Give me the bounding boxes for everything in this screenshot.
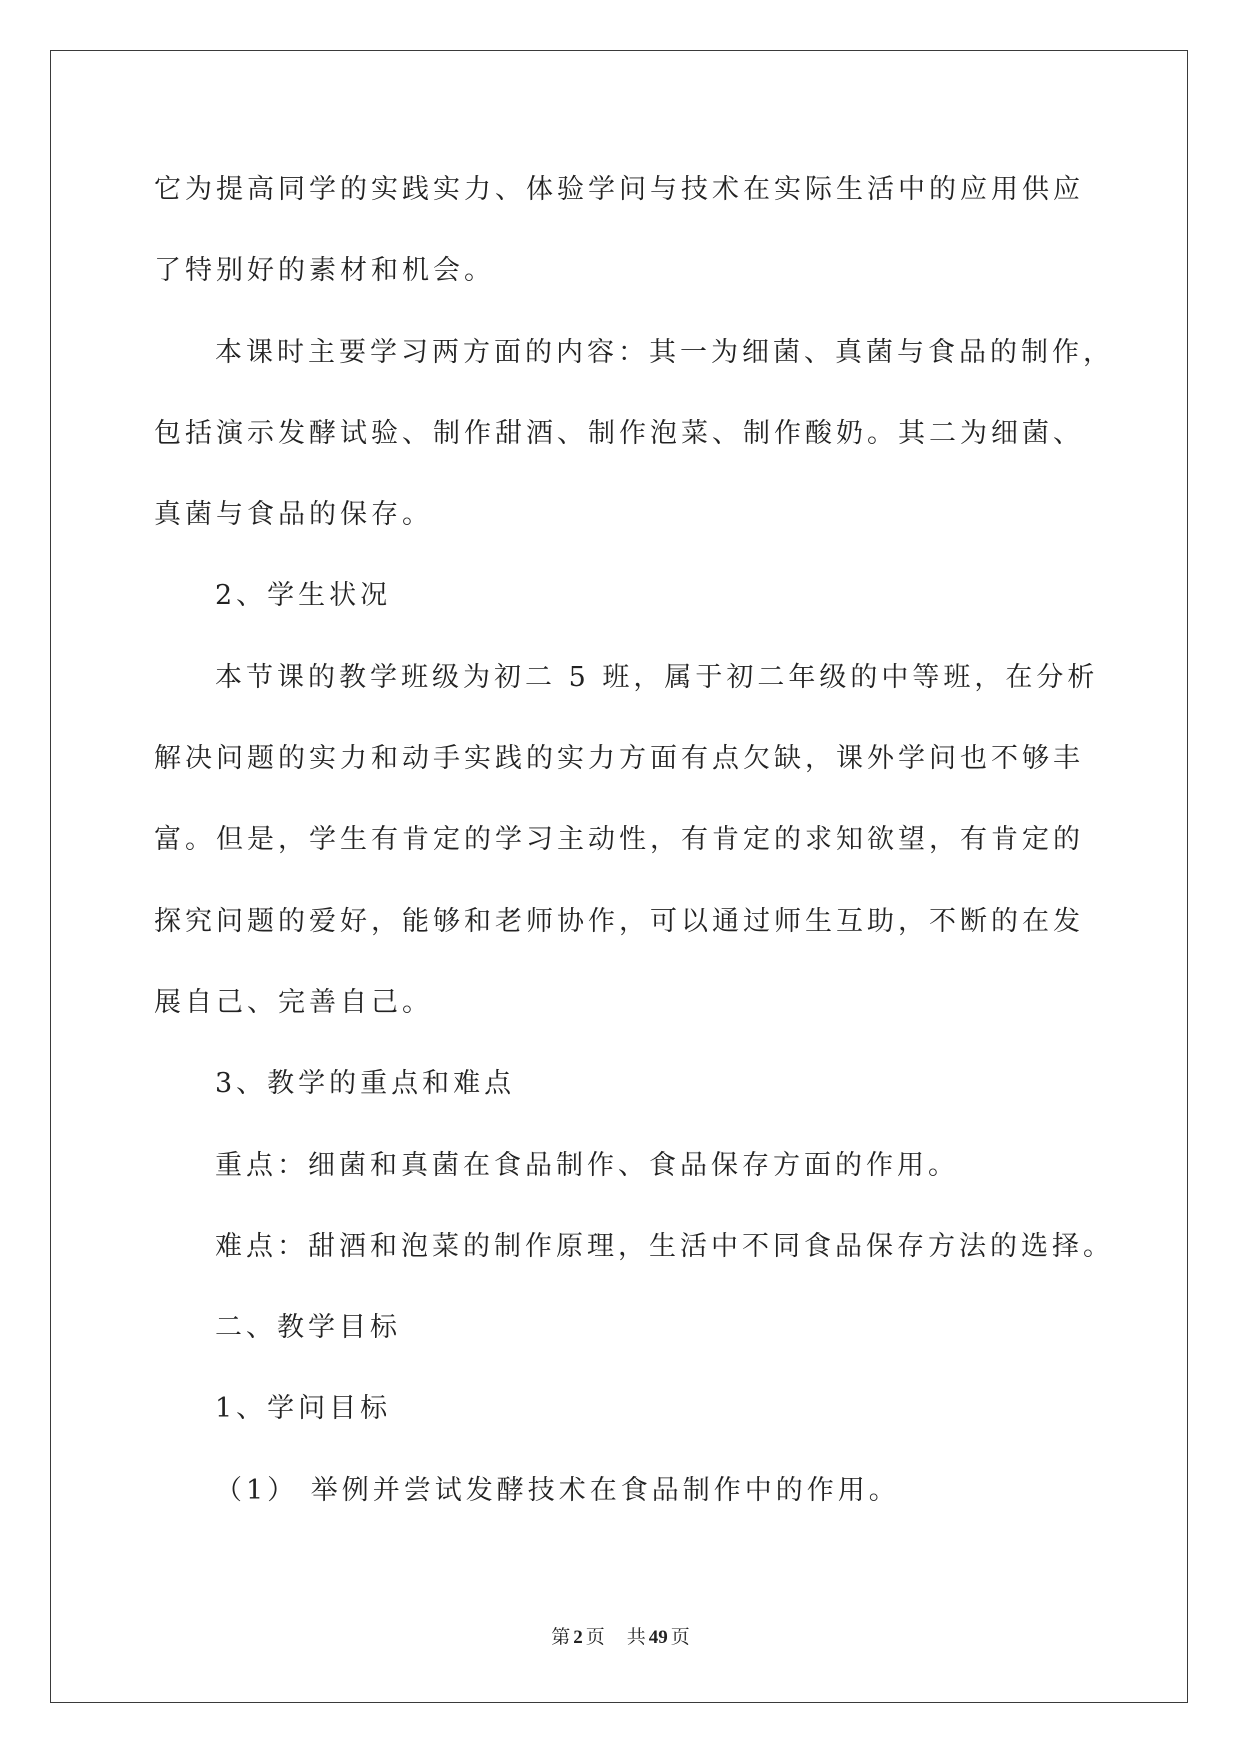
list-item — [154, 1450, 1174, 1531]
page-number: 2 — [573, 1627, 583, 1648]
section-heading — [154, 1368, 1174, 1449]
text-line: 本课时主要学习两方面的内容：其一为细菌、真菌与食品的制作， — [215, 336, 1114, 368]
text-line: 包括演示发酵试验、制作甜酒、制作泡菜、制作酸奶。其二为细菌、 — [154, 417, 1084, 449]
text-line: 真菌与食品的保存。 — [154, 499, 433, 531]
section-heading — [154, 1287, 1174, 1368]
paragraph — [154, 637, 1174, 1043]
heading-text: 2、学生状况 — [215, 580, 392, 612]
page-footer — [0, 1624, 1241, 1652]
total-prefix: 共 — [626, 1627, 646, 1648]
text-line: 展自己、完善自己。 — [154, 986, 433, 1018]
paragraph — [154, 1125, 1174, 1206]
text-line: 解决问题的实力和动手实践的实力方面有点欠缺，课外学问也不够丰 — [154, 743, 1084, 775]
text-line: 了特别好的素材和机会。 — [154, 255, 495, 287]
section-heading — [154, 555, 1174, 636]
text-line: 本节课的教学班级为初二 5 班，属于初二年级的中等班，在分析 — [215, 661, 1099, 693]
total-pages: 49 — [648, 1627, 668, 1648]
paragraph — [154, 149, 1174, 312]
text-line: 探究问题的爱好，能够和老师协作，可以通过师生互助，不断的在发 — [154, 905, 1084, 937]
text-line: （1） 举例并尝试发酵技术在食品制作中的作用。 — [215, 1474, 900, 1506]
section-heading — [154, 1043, 1174, 1124]
text-line: 富。但是，学生有肯定的学习主动性，有肯定的求知欲望，有肯定的 — [154, 824, 1084, 856]
text-line: 它为提高同学的实践实力、体验学问与技术在实际生活中的应用供应 — [154, 174, 1084, 205]
key-point-line: 重点：细菌和真菌在食品制作、食品保存方面的作用。 — [215, 1149, 959, 1181]
difficult-point-line: 难点：甜酒和泡菜的制作原理，生活中不同食品保存方法的选择。 — [215, 1230, 1114, 1262]
paragraph — [154, 312, 1174, 556]
total-suffix: 页 — [670, 1627, 690, 1648]
document-body — [154, 149, 1174, 1531]
page-prefix: 第 — [551, 1627, 571, 1648]
heading-text: 1、学问目标 — [215, 1393, 392, 1425]
heading-text: 3、教学的重点和难点 — [215, 1068, 516, 1100]
page-suffix: 页 — [585, 1627, 605, 1648]
paragraph — [154, 1206, 1174, 1287]
heading-text: 二、教学目标 — [215, 1312, 401, 1344]
